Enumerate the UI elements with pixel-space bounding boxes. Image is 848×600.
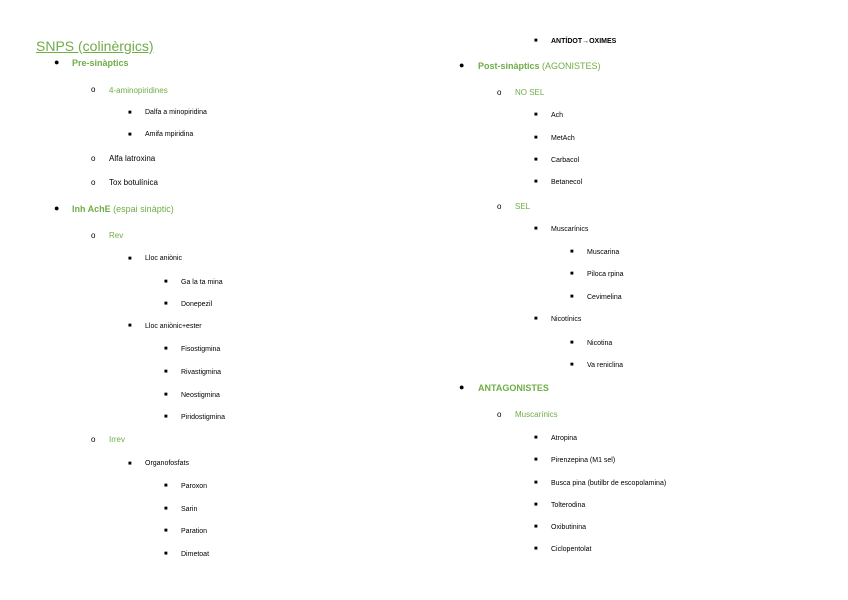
square-bullet-icon: ■ (164, 506, 168, 512)
item-ciclopentolat: Ciclopentolat (551, 546, 592, 553)
square-bullet-icon: ■ (164, 551, 168, 557)
square-bullet-icon: ■ (164, 346, 168, 352)
square-bullet-icon: ■ (534, 157, 538, 163)
inhache-suffix: (espai sinàptic) (110, 204, 174, 214)
item-pilocarpina: Piloca rpina (587, 271, 624, 278)
square-bullet-icon: ■ (534, 316, 538, 322)
square-bullet-icon: ■ (534, 480, 538, 486)
item-organofosfats: Organofosfats (145, 460, 189, 467)
item-betanecol: Betanecol (551, 179, 583, 186)
item-alfalatroxina: Alfa latroxina (109, 154, 156, 163)
square-bullet-icon: ■ (128, 323, 132, 329)
square-bullet-icon: ■ (534, 179, 538, 185)
square-bullet-icon: ■ (534, 524, 538, 530)
hollow-bullet-icon: o (91, 154, 96, 163)
item-tolterodina: Tolterodina (551, 502, 586, 509)
item-toxbotulinica: Tox botulínica (109, 178, 158, 187)
item-irrev: Irrev (109, 435, 125, 444)
item-carbacol: Carbacol (551, 157, 580, 164)
item-buscapina: Busca pina (butilbr de escopolamina) (551, 480, 667, 487)
item-neostigmina: Neostigmina (181, 392, 220, 399)
filled-bullet-icon: ● (459, 60, 465, 70)
item-cevimelina: Cevimelina (587, 294, 622, 301)
square-bullet-icon: ■ (534, 435, 538, 441)
filled-bullet-icon: ● (54, 57, 60, 67)
item-ach: Ach (551, 112, 564, 119)
item-muscarinics-antagonistes: Muscarínics (515, 410, 558, 419)
square-bullet-icon: ■ (128, 461, 132, 467)
item-nicotina: Nicotina (587, 340, 613, 347)
filled-bullet-icon: ● (54, 203, 60, 213)
square-bullet-icon: ■ (570, 249, 574, 255)
item-nicotinics: Nicotínics (551, 316, 582, 323)
item-antidot (551, 38, 616, 45)
square-bullet-icon: ■ (570, 271, 574, 277)
item-amifampiridina: Amifa mpiridina (145, 131, 194, 138)
hollow-bullet-icon: o (91, 231, 96, 240)
hollow-bullet-icon: o (91, 178, 96, 187)
item-llocanionicester: Lloc aniònic+ester (145, 323, 202, 330)
square-bullet-icon: ■ (164, 528, 168, 534)
arrow-right-icon: → (582, 38, 590, 45)
square-bullet-icon: ■ (164, 369, 168, 375)
square-bullet-icon: ■ (534, 546, 538, 552)
filled-bullet-icon: ● (459, 382, 465, 392)
item-vareniclina: Va reniclina (587, 362, 624, 369)
item-metach: MetAch (551, 135, 575, 142)
square-bullet-icon: ■ (128, 110, 132, 116)
square-bullet-icon: ■ (534, 38, 538, 44)
item-aminopiridines: 4-aminopiridines (109, 86, 168, 95)
square-bullet-icon: ■ (534, 135, 538, 141)
square-bullet-icon: ■ (164, 483, 168, 489)
square-bullet-icon: ■ (128, 256, 132, 262)
hollow-bullet-icon: o (91, 435, 96, 444)
heading-antagonistes: ANTAGONISTES (478, 383, 549, 393)
item-sel: SEL (515, 202, 531, 211)
item-muscarinics: Muscarínics (551, 226, 589, 233)
hollow-bullet-icon: o (497, 202, 502, 211)
square-bullet-icon: ■ (570, 294, 574, 300)
post-label: Post-sinàptics (478, 61, 540, 71)
item-paration: Paration (181, 528, 208, 535)
item-oxibutinina: Oxibutinina (551, 524, 587, 531)
item-fisostigmina: Fisostigmina (181, 346, 221, 353)
hollow-bullet-icon: o (91, 85, 96, 94)
inhache-label: Inh AchE (72, 204, 111, 214)
item-dimetoat: Dimetoat (181, 551, 210, 558)
square-bullet-icon: ■ (534, 502, 538, 508)
oximes-label: OXIMES (589, 38, 617, 45)
square-bullet-icon: ■ (164, 392, 168, 398)
square-bullet-icon: ■ (534, 226, 538, 232)
square-bullet-icon: ■ (164, 279, 168, 285)
hollow-bullet-icon: o (497, 410, 502, 419)
item-sarin: Sarin (181, 506, 198, 513)
item-donepezil: Donepezil (181, 301, 213, 308)
item-paroxon: Paroxon (181, 483, 208, 490)
item-galantamina: Ga la ta mina (181, 279, 223, 286)
item-atropina: Atropina (551, 435, 578, 442)
item-piridostigmina: Piridostigmina (181, 414, 225, 421)
square-bullet-icon: ■ (570, 362, 574, 368)
square-bullet-icon: ■ (534, 112, 538, 118)
square-bullet-icon: ■ (164, 414, 168, 420)
heading-inhache (72, 205, 174, 214)
item-pirenzepina: Pirenzepina (M1 sel) (551, 457, 616, 464)
square-bullet-icon: ■ (164, 301, 168, 307)
square-bullet-icon: ■ (570, 340, 574, 346)
heading-postsinaptics (478, 62, 601, 71)
square-bullet-icon: ■ (128, 132, 132, 138)
item-muscarina: Muscarina (587, 249, 620, 256)
item-rivastigmina: Rivastigmina (181, 369, 222, 376)
post-suffix: (AGONISTES) (539, 61, 601, 71)
item-dalfampiridina: Dalfa a minopiridina (145, 109, 207, 116)
item-nosel: NO SEL (515, 88, 545, 97)
square-bullet-icon: ■ (534, 457, 538, 463)
hollow-bullet-icon: o (497, 88, 502, 97)
heading-presinaptics: Pre-sinàptics (72, 58, 129, 68)
item-llocanionic: Lloc aniònic (145, 255, 182, 262)
item-rev: Rev (109, 231, 124, 240)
page-title: SNPS (colinèrgics) (36, 38, 154, 54)
antidot-label: ANTÍDOT (551, 38, 583, 45)
